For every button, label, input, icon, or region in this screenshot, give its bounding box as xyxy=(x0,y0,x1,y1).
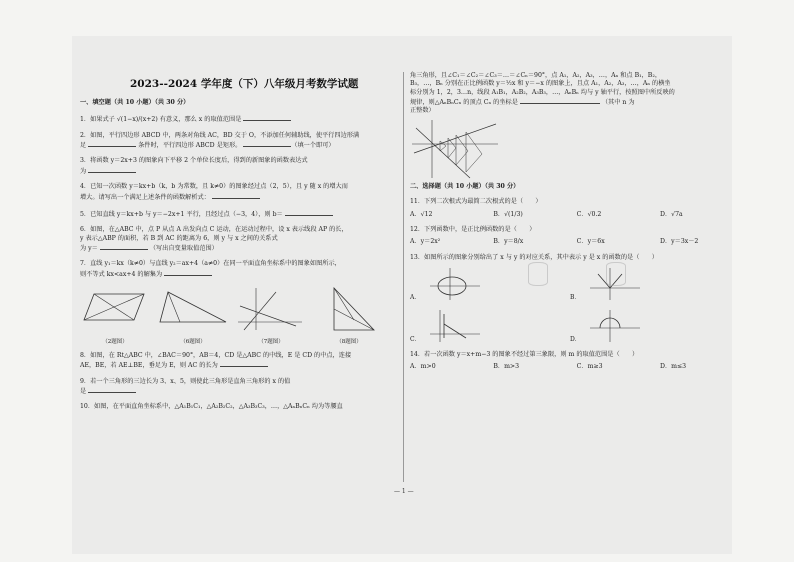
option-c[interactable]: C．√0.2 xyxy=(576,210,602,218)
figure-caption: （7题图） xyxy=(258,338,284,345)
answer-blank[interactable] xyxy=(88,140,136,147)
question-7: 7．直线 y₁＝kx（k≠0）与直线 y₂＝ax+4（a≠0）在同一平面直角坐标系中的图象如图所示， 则不等式 kx<ax+4 的解集为 xyxy=(80,260,341,278)
option-label: D． xyxy=(570,335,581,343)
question-2: 2．如图，平行四边形 ABCD 中，两条对角线 AC，BD 交于 O，不添加任何辅助线，使平行四边形满 足 条件时，平行四边形 ABCD 是矩形。 （填一个即可） xyxy=(80,131,360,150)
option-b[interactable]: B．y＝8/x xyxy=(493,238,524,246)
figure-caption: （6题图） xyxy=(180,338,206,345)
answer-blank[interactable] xyxy=(243,114,291,121)
option-c-graph[interactable] xyxy=(410,308,560,344)
question-10-start: 10．如图，在平面直角坐标系中，△A₁B₁C₁，△A₂B₂C₂，△A₃B₃C₃，…，△AₙBₙCₙ 均为等腰直 xyxy=(80,403,343,411)
figure-row xyxy=(80,284,400,345)
question-8: 8．如图，在 Rt△ABC 中，∠BAC＝90°，AB＝4，CD 是△ABC 的中线，E 是 CD 的中点，连接 AE，BE，若 AE⊥BE，垂足为 E，则 AC 的长为 xyxy=(80,352,352,370)
answer-blank[interactable] xyxy=(520,97,600,104)
question-3: 3．将函数 y＝2x+3 的图象向下平移 2 个单位长度后，得到的新图象的函数表达式 为 xyxy=(80,157,308,175)
option-a[interactable]: A．m>0 xyxy=(410,363,436,371)
answer-blank[interactable] xyxy=(88,386,136,393)
question-1: 1．如果式子 √(1−x)/(x+2) 有意义，那么 x 的取值范围是 xyxy=(80,114,400,124)
answer-blank[interactable] xyxy=(212,192,260,199)
option-b[interactable]: B．m>3 xyxy=(493,363,520,371)
option-d[interactable]: D．√7a xyxy=(659,210,683,218)
question-11-options xyxy=(410,211,730,219)
figure-caption: （8题图） xyxy=(336,338,362,345)
option-a[interactable]: A．√12 xyxy=(410,210,433,218)
figure-q6-triangle xyxy=(158,286,228,345)
question-12: 12．下列函数中，是正比例函数的是（ ） xyxy=(410,225,536,233)
answer-blank[interactable] xyxy=(100,243,148,250)
question-5: 5．已知直线 y＝kx+b 与 y＝−2x+1 平行，且经过点（−3，4），则 b＝ xyxy=(80,209,400,219)
question-14: 14．若一次函数 y＝x+m−3 的图象不经过第三象限，则 m 的取值范围是（ ） xyxy=(410,350,639,358)
page-number: — 1 — xyxy=(394,488,414,495)
answer-blank[interactable] xyxy=(164,269,212,276)
section-choice: 二、选择题（共 10 小题）（共 30 分） xyxy=(410,182,520,190)
question-6: 6．如图，在△ABC 中，点 P 从点 A 出发向点 C 运动，在运动过程中，设 x 表示线段 AP 的长， y 表示△ABP 的面积，若 B 到 AC 的距离为 6，则 y 与 x 之间的关系式 为 y＝ （写出自变量取值范围） xyxy=(80,226,348,252)
option-label: A． xyxy=(410,293,421,301)
option-label: B． xyxy=(570,293,581,301)
bleed-through-cylinder-1 xyxy=(528,262,548,286)
option-a[interactable]: A．y＝2x² xyxy=(410,238,441,246)
option-c[interactable]: C．y＝6x xyxy=(576,238,605,246)
section-fill-in: 一、填空题（共 10 小题）（共 30 分） xyxy=(80,99,190,106)
option-d-graph[interactable] xyxy=(570,308,720,344)
question-13: 13．如图所示的图象分别给出了 x 与 y 的对应关系，其中表示 y 是 x 的函数的是（ ） xyxy=(410,253,658,261)
answer-blank[interactable] xyxy=(243,140,291,147)
option-d[interactable]: D．m≤3 xyxy=(659,363,687,371)
question-9: 9．若一个三角形的三边长为 3、x、5，则使此三角形是直角三角形的 x 的值 是 xyxy=(80,377,291,396)
column-divider xyxy=(403,72,404,482)
answer-blank[interactable] xyxy=(88,166,136,173)
option-d[interactable]: D．y＝3x－2 xyxy=(659,238,699,246)
figure-q8-right-triangle xyxy=(314,286,384,345)
figure-q10-lattice xyxy=(410,118,730,180)
question-10-cont: 角三角形，且∠C₁＝∠C₂＝∠C₃＝…＝∠Cₙ＝90°，点 A₁，A₂，A₃，…，Aₙ 和点 B₁，B₂， B₃，…，Bₙ 分别在正比例函数 y＝½x 和 y＝−x 的图象上，且点 A₁，A₂，A₃，…，Aₙ 的横坐 标分别为 1，2，3…n，线段 A₁B₁，A₂B₂，A₃B₃，…，AₙBₙ 均与 y 轴平行，按照图中所反映的 规律，则△AₙBₙCₙ 的顶点 Cₙ 的坐标是 （其中 n 为 正整数） xyxy=(410,72,675,115)
question-11: 11．下列二次根式为最简二次根式的是（ ） xyxy=(410,198,542,206)
exam-title: 2023--2024 学年度（下）八年级月考数学试题 xyxy=(130,78,359,90)
question-12-options xyxy=(410,238,730,246)
bleed-through-cylinder-2 xyxy=(606,262,626,286)
option-c[interactable]: C．m≥3 xyxy=(576,363,603,371)
question-14-options xyxy=(410,363,730,371)
answer-blank[interactable] xyxy=(220,360,268,367)
figure-q2-parallelogram xyxy=(80,286,150,345)
figure-caption: （2题图） xyxy=(102,338,128,345)
right-column xyxy=(410,72,730,372)
option-label: C． xyxy=(410,335,421,343)
answer-blank[interactable] xyxy=(285,209,333,216)
figure-q7-lines xyxy=(236,286,306,345)
left-column xyxy=(80,96,400,412)
question-4: 4．已知一次函数 y＝kx+b（k，b 为常数，且 k≠0）的图象经过点（2，5），且 y 随 x 的增大而 增大。请写出一个满足上述条件的函数解析式： xyxy=(80,183,348,201)
option-b-graph[interactable] xyxy=(570,266,720,302)
option-b[interactable]: B．√(1/3) xyxy=(493,210,523,218)
question-13-graphs xyxy=(410,266,730,344)
